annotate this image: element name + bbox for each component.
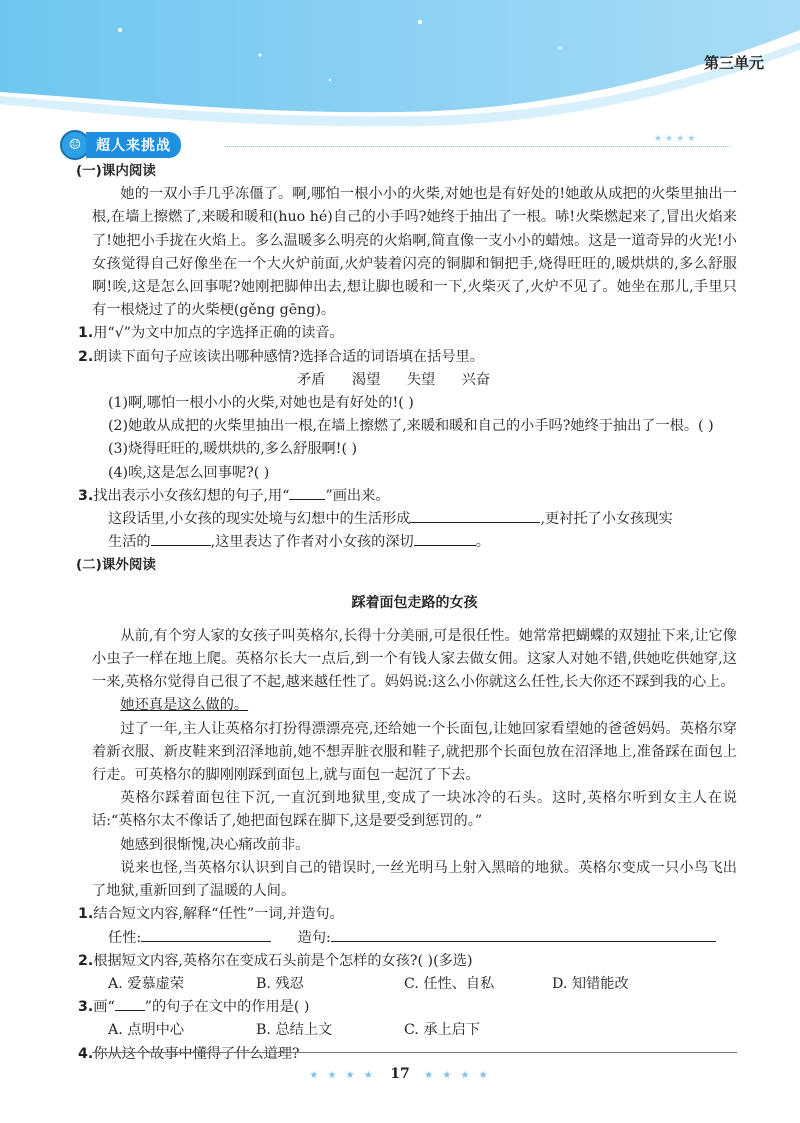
s2-q3-options — [108, 1019, 737, 1042]
q-number: 2. — [78, 348, 94, 365]
answer-blank[interactable] — [331, 927, 716, 942]
section1-passage: 她的一双小手几乎冻僵了。啊,哪怕一根小小的火柴,对她也是有好处的!她敢从成把的火柴里抽出一根,在墙上擦燃了,来暖和暖和(huo hé)自己的小手吗?她终于抽出了一根。哧!火柴燃起来了,冒出火焰来了!她把小手拢在火焰上。多么温暖多么明亮的火焰啊,简直像一支小小的蜡烛。这是一道奇异的火光!小女孩觉得自己好像坐在一个大火炉前面,火炉装着闪亮的铜脚和铜把手,烧得旺旺的,暖烘烘的,多么舒服啊!唉,这是怎么回事呢?她刚把脚伸出去,想让脚也暖和一下,火柴灭了,火炉不见了。她坐在那儿,手里只有一根烧过了的火柴梗(gěng gēng)。 — [92, 186, 737, 319]
s1-q2-item[interactable]: (1)啊,哪怕一根小小的火柴,对她也是有好处的!( ) — [108, 395, 414, 412]
q-number: 4. — [78, 1045, 94, 1062]
s2-question-4 — [78, 1043, 737, 1066]
story-paragraph-underlined — [92, 694, 737, 717]
choice-option[interactable]: D. 知错能改 — [552, 975, 629, 992]
story-paragraph: 从前,有个穷人家的女孩子叫英格尔,长得十分美丽,可是很任性。她常常把蝴蝶的双翅扯下来,让它像小虫子一样在地上爬。英格尔长大一点后,到一个有钱人家去做女佣。这家人对她不错,供她吃供她穿,这一来,英格尔觉得自己很了不起,越来越任性了。妈妈说:这么小你就这么任性,长大你还不踩到我的心上。 — [92, 627, 737, 691]
choice-option[interactable]: B. 残忍 — [256, 975, 304, 992]
underline-sample — [289, 485, 325, 500]
superhero-icon: ☺ — [60, 130, 90, 160]
s1-q2-item[interactable]: (4)唉,这是怎么回事呢?( ) — [108, 464, 270, 481]
choice-option[interactable]: A. 爱慕虚荣 — [108, 975, 185, 992]
q-text: 结合短文内容,解释“任性”一词,并造句。 — [93, 906, 344, 923]
story-paragraph: 说来也怪,当英格尔认识到自己的错误时,一丝光明马上射入黑暗的地狱。英格尔变成一只小鸟飞出了地狱,重新回到了温暖的人间。 — [92, 859, 737, 900]
unit-label: 第三单元 — [703, 54, 764, 72]
choice-option[interactable]: C. 承上启下 — [404, 1022, 481, 1039]
emotion-options — [92, 369, 737, 392]
answer-label: 造句: — [297, 929, 331, 946]
answer-blank[interactable] — [410, 508, 540, 523]
s1-question-2 — [78, 346, 737, 369]
fill-text: ,这里表达了作者对小女孩的深切 — [210, 534, 414, 551]
challenge-badge — [60, 130, 181, 160]
option-word: 失望 — [406, 371, 436, 388]
s1-q2-item[interactable]: (2)她敢从成把的火柴里抽出一根,在墙上擦燃了,来暖和暖和自己的小手吗?她终于抽出了一根。( ) — [108, 418, 714, 435]
s1-q2-item[interactable]: (3)烧得旺旺的,暖烘烘的,多么舒服啊!( ) — [108, 441, 358, 458]
choice-option[interactable]: A. 点明中心 — [108, 1022, 185, 1039]
badge-divider — [225, 146, 730, 147]
underline-sample — [115, 996, 145, 1011]
choice-option[interactable]: B. 总结上文 — [256, 1022, 333, 1039]
worksheet-content — [76, 160, 737, 1066]
q-number: 3. — [78, 999, 94, 1016]
q-text: 画“ — [93, 999, 115, 1016]
badge-label: 超人来挑战 — [86, 132, 181, 158]
section1-heading: (一)课内阅读 — [76, 163, 156, 179]
answer-blank[interactable] — [141, 927, 271, 942]
underlined-sentence: 她还真是这么做的。 — [120, 697, 249, 714]
story-paragraph: 她感到很惭愧,决心痛改前非。 — [120, 836, 310, 853]
answer-blank[interactable] — [151, 531, 211, 546]
q-text: 找出表示小女孩幻想的句子,用“ — [93, 487, 290, 504]
s2-question-1 — [78, 903, 737, 926]
option-word: 兴奋 — [461, 371, 491, 388]
option-word: 渴望 — [351, 371, 381, 388]
q-text: ”的句子在文中的作用是( ) — [144, 999, 310, 1016]
page-number: 17 — [390, 1066, 410, 1082]
footer-stars-icon: ★ ★ ★ ★ — [424, 1070, 491, 1081]
choice-option[interactable]: C. 任性、自私 — [404, 975, 495, 992]
option-word: 矛盾 — [297, 371, 326, 388]
q-text: ”画出来。 — [325, 487, 390, 504]
badge-stars-icon: ★★★★ — [654, 134, 699, 144]
footer-rule — [92, 1052, 737, 1053]
s2-question-3 — [78, 996, 737, 1019]
s1-question-3 — [78, 485, 737, 508]
q-number: 1. — [78, 325, 94, 342]
s1-q3-fill-2 — [108, 531, 737, 554]
story-title: 踩着面包走路的女孩 — [351, 594, 478, 611]
page-footer — [0, 1066, 800, 1082]
q-text: 你从这个故事中懂得了什么道理? — [93, 1045, 300, 1062]
q-number: 1. — [78, 906, 94, 923]
page-header-banner — [0, 0, 800, 130]
section2-heading: (二)课外阅读 — [76, 557, 156, 574]
s1-q3-fill — [108, 508, 737, 531]
footer-stars-icon: ★ ★ ★ ★ — [309, 1070, 376, 1081]
q-number: 2. — [78, 952, 94, 969]
fill-text: 这段话里,小女孩的现实处境与幻想中的生活形成 — [108, 511, 411, 528]
answer-label: 任性: — [108, 929, 142, 946]
s1-question-1 — [78, 322, 737, 345]
header-wave-graphic — [0, 0, 800, 130]
q-text: 用“√”为文中加点的字选择正确的读音。 — [93, 325, 344, 342]
answer-blank[interactable] — [414, 531, 476, 546]
s2-q1-answer-row — [108, 927, 737, 950]
s2-question-2 — [78, 950, 737, 973]
fill-text: 。 — [475, 534, 490, 551]
q-number: 3. — [78, 487, 94, 504]
fill-text: 生活的 — [108, 534, 151, 551]
q-text: 根据短文内容,英格尔在变成石头前是个怎样的女孩?( )(多选) — [93, 952, 473, 969]
s2-q2-options — [108, 973, 737, 996]
story-paragraph: 英格尔踩着面包往下沉,一直沉到地狱里,变成了一块冰冷的石头。这时,英格尔听到女主人在说话:“英格尔太不像话了,她把面包踩在脚下,这是要受到惩罚的。” — [92, 790, 737, 830]
story-paragraph: 过了一年,主人让英格尔打扮得漂漂亮亮,还给她一个长面包,让她回家看望她的爸爸妈妈。英格尔穿着新衣服、新皮鞋来到沼泽地前,她不想弄脏衣服和鞋子,就把那个长面包放在沼泽地上,准备踩在面包上行走。可英格尔的脚刚刚踩到面包上,就与面包一起沉了下去。 — [92, 720, 737, 784]
fill-text: ,更衬托了小女孩现实 — [540, 511, 673, 528]
q-text: 朗读下面句子应该读出哪种感情?选择合适的词语填在括号里。 — [93, 348, 484, 365]
